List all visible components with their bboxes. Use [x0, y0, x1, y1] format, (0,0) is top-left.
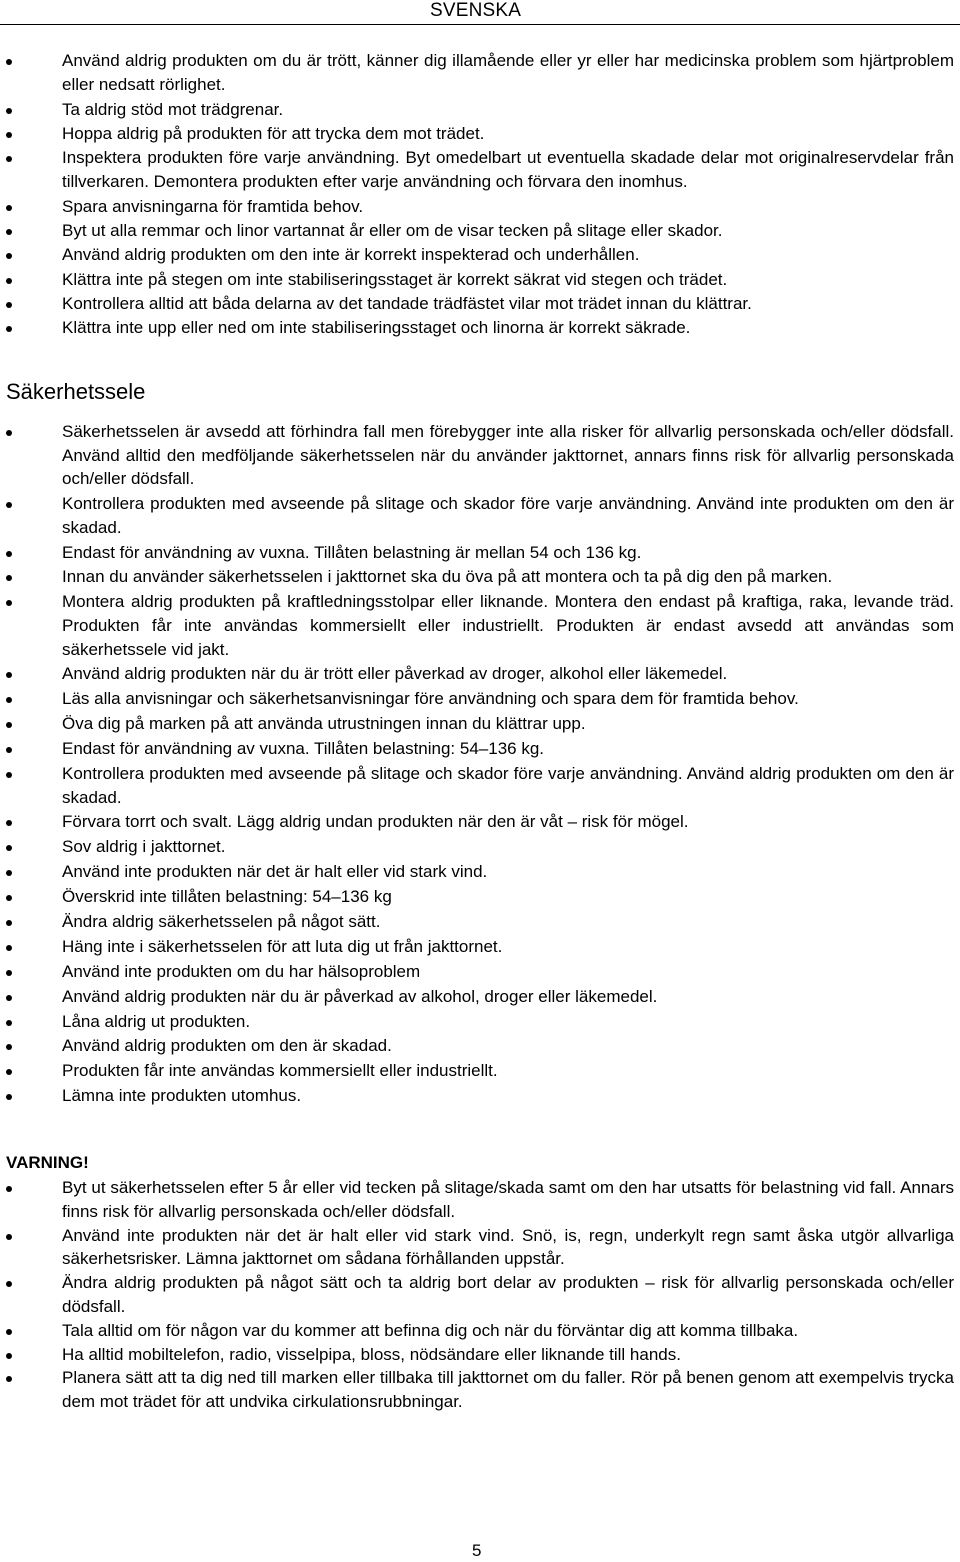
list-item-text: Kontrollera alltid att båda delarna av det tandade trädfästet vilar mot trädet innan du klättrar.	[62, 293, 752, 313]
list-item	[0, 565, 960, 589]
list-item	[0, 860, 960, 884]
list-item-text: Ändra aldrig produkten på något sätt och ta aldrig bort delar av produkten – risk för allvarlig personskada och/eller dödsfall.	[62, 1273, 954, 1316]
bullet-icon	[6, 995, 12, 1001]
list-item-text: Kontrollera produkten med avseende på slitage och skador före varje användning. Använd aldrig produkten om den är skadad.	[62, 763, 954, 807]
bullet-icon	[6, 920, 12, 926]
list-item	[0, 910, 960, 934]
bullet-icon	[6, 551, 12, 557]
list-item-text: Använd aldrig produkten när du är trött eller påverkad av droger, alkohol eller läkemedel.	[62, 664, 728, 684]
bullet-icon	[6, 945, 12, 951]
bullet-icon	[6, 575, 12, 581]
list-item	[0, 541, 960, 565]
list-item-text: Använd inte produkten om du har hälsoproblem	[62, 961, 421, 981]
bullet-icon	[6, 132, 12, 138]
header-language-label: SVENSKA	[430, 0, 522, 21]
list-item-text: Sov aldrig i jakttornet.	[62, 837, 226, 857]
list-item	[0, 316, 960, 340]
list-item-text: Montera aldrig produkten på kraftledningsstolpar eller liknande. Montera den endast på kraftiga, raka, levande träd. Produkten får inte användas kommersiellt eller industriellt. Produkten är endast avsedd att användas som säkerhetssele vid jakt.	[62, 592, 954, 659]
list-item-text: Spara anvisningarna för framtida behov.	[62, 196, 364, 216]
bullet-icon	[6, 672, 12, 678]
bullet-icon	[6, 1281, 12, 1287]
list-item-text: Klättra inte upp eller ned om inte stabiliseringsstaget och linorna är korrekt säkrade.	[62, 318, 691, 338]
list-item-text: Läs alla anvisningar och säkerhetsanvisningar före användning och spara dem för framtida behov.	[62, 689, 799, 709]
list-item	[0, 935, 960, 959]
safety-list-harness	[0, 420, 960, 1109]
bullet-icon	[6, 1329, 12, 1335]
list-item-text: Använd inte produkten när det är halt eller vid stark vind. Snö, is, regn, underkylt regn samt åska utgör allvarliga säkerhetsrisker. Lämna jakttornet om sådana förhållanden uppstår.	[62, 1225, 954, 1269]
bullet-icon	[6, 600, 12, 606]
list-item	[0, 590, 960, 661]
safety-list-general	[0, 49, 960, 341]
list-item-text: Använd aldrig produkten om du är trött, känner dig illamående eller yr eller har medicinska problem som hjärtproblem eller nedsatt rörlighet.	[62, 51, 954, 95]
bullet-icon	[6, 59, 12, 65]
list-item-text: Klättra inte på stegen om inte stabiliseringsstaget är korrekt säkrat vid stegen och trädet.	[62, 269, 728, 289]
list-item	[0, 737, 960, 761]
list-item-text: Produkten får inte användas kommersiellt eller industriellt.	[62, 1061, 498, 1081]
bullet-icon	[6, 502, 12, 508]
list-item-text: Lämna inte produkten utomhus.	[62, 1086, 302, 1106]
bullet-icon	[6, 430, 12, 436]
list-item	[0, 662, 960, 686]
list-item-text: Ha alltid mobiltelefon, radio, visselpipa, bloss, nödsändare eller liknande till hands.	[62, 1344, 681, 1364]
list-item-text: Häng inte i säkerhetsselen för att luta dig ut från jakttornet.	[62, 936, 503, 956]
list-item-text: Ta aldrig stöd mot trädgrenar.	[62, 99, 284, 119]
list-item	[0, 712, 960, 736]
list-item	[0, 1224, 960, 1272]
list-item-text: Endast för användning av vuxna. Tillåten belastning: 54–136 kg.	[62, 739, 545, 759]
bullet-icon	[6, 1234, 12, 1240]
list-item	[0, 492, 960, 539]
list-item	[0, 292, 960, 316]
bullet-icon	[6, 1044, 12, 1050]
list-item	[0, 985, 960, 1009]
list-item	[0, 1010, 960, 1034]
list-item	[0, 810, 960, 834]
bullet-icon	[6, 895, 12, 901]
bullet-icon	[6, 1094, 12, 1100]
list-item-text: Ändra aldrig säkerhetsselen på något sätt.	[62, 912, 381, 932]
bullet-icon	[6, 278, 12, 284]
section-heading-sakerhetssele: Säkerhetssele	[6, 379, 146, 404]
bullet-icon	[6, 870, 12, 876]
list-item	[0, 122, 960, 146]
list-item	[0, 1343, 960, 1367]
list-item-text: Inspektera produkten före varje användning. Byt omedelbart ut eventuella skadade delar mot originalreservdelar från tillverkaren. Demontera produkten efter varje användning och förvara den inomhus.	[62, 148, 954, 192]
list-item	[0, 1176, 960, 1224]
bullet-icon	[6, 722, 12, 728]
list-item-text: Använd aldrig produkten när du är påverkad av alkohol, droger eller läkemedel.	[62, 986, 658, 1006]
bullet-icon	[6, 697, 12, 703]
list-item	[0, 885, 960, 909]
list-item	[0, 219, 960, 243]
list-item-text: Överskrid inte tillåten belastning: 54–136 kg	[62, 887, 392, 907]
list-item	[0, 1366, 960, 1414]
list-item-text: Innan du använder säkerhetsselen i jakttornet ska du öva på att montera och ta på dig den på marken.	[62, 567, 833, 587]
bullet-icon	[6, 1020, 12, 1026]
bullet-icon	[6, 326, 12, 332]
list-item	[0, 146, 960, 195]
list-item	[0, 268, 960, 292]
list-item	[0, 420, 960, 491]
list-item-text: Hoppa aldrig på produkten för att trycka dem mot trädet.	[62, 123, 485, 143]
bullet-icon	[6, 253, 12, 259]
list-item	[0, 835, 960, 859]
bullet-icon	[6, 1069, 12, 1075]
list-item	[0, 762, 960, 809]
bullet-icon	[6, 845, 12, 851]
warning-list	[0, 1176, 960, 1414]
list-item	[0, 960, 960, 984]
list-item-text: Använd aldrig produkten om den är skadad.	[62, 1036, 392, 1056]
section-heading-varning: VARNING!	[6, 1153, 89, 1172]
bullet-icon	[6, 1353, 12, 1359]
bullet-icon	[6, 229, 12, 235]
bullet-icon	[6, 205, 12, 211]
page-number: 5	[472, 1541, 482, 1560]
bullet-icon	[6, 1186, 12, 1192]
header-divider	[0, 24, 960, 25]
list-item-text: Låna aldrig ut produkten.	[62, 1011, 251, 1031]
list-item-text: Säkerhetsselen är avsedd att förhindra fall men förebygger inte alla risker för allvarlig personskada och/eller dödsfall. Använd alltid den medföljande säkerhetsselen när du använder jakttornet, annars finns risk för allvarlig personskada och/eller dödsfall.	[62, 422, 954, 489]
list-item-text: Byt ut säkerhetsselen efter 5 år eller vid tecken på slitage/skada samt om den har utsatts för belastning vid fall. Annars finns risk för allvarlig personskada och/eller dödsfall.	[62, 1178, 954, 1221]
list-item-text: Kontrollera produkten med avseende på slitage och skador före varje användning. Använd inte produkten om den är skadad.	[62, 494, 954, 537]
bullet-icon	[6, 1376, 12, 1382]
list-item	[0, 687, 960, 711]
list-item-text: Använd inte produkten när det är halt eller vid stark vind.	[62, 862, 488, 882]
list-item-text: Endast för användning av vuxna. Tillåten belastning är mellan 54 och 136 kg.	[62, 542, 642, 562]
list-item	[0, 1084, 960, 1108]
list-item-text: Öva dig på marken på att använda utrustningen innan du klättrar upp.	[62, 714, 586, 734]
list-item	[0, 1319, 960, 1343]
list-item-text: Använd aldrig produkten om den inte är korrekt inspekterad och underhållen.	[62, 245, 640, 265]
list-item	[0, 1271, 960, 1319]
bullet-icon	[6, 747, 12, 753]
list-item	[0, 49, 960, 98]
list-item-text: Förvara torrt och svalt. Lägg aldrig undan produkten när den är våt – risk för mögel.	[62, 812, 689, 832]
list-item	[0, 98, 960, 122]
bullet-icon	[6, 108, 12, 114]
list-item-text: Planera sätt att ta dig ned till marken eller tillbaka till jakttornet om du faller. Rör på benen genom att exempelvis trycka dem mot trädet för att undvika cirkulationsrubbningar.	[62, 1368, 954, 1412]
list-item	[0, 195, 960, 219]
list-item-text: Tala alltid om för någon var du kommer att befinna dig och när du förväntar dig att komma tillbaka.	[62, 1320, 799, 1340]
bullet-icon	[6, 302, 12, 308]
bullet-icon	[6, 772, 12, 778]
list-item	[0, 1034, 960, 1058]
bullet-icon	[6, 970, 12, 976]
list-item-text: Byt ut alla remmar och linor vartannat år eller om de visar tecken på slitage eller skador.	[62, 221, 723, 241]
list-item	[0, 1059, 960, 1083]
bullet-icon	[6, 156, 12, 162]
bullet-icon	[6, 820, 12, 826]
list-item	[0, 243, 960, 267]
